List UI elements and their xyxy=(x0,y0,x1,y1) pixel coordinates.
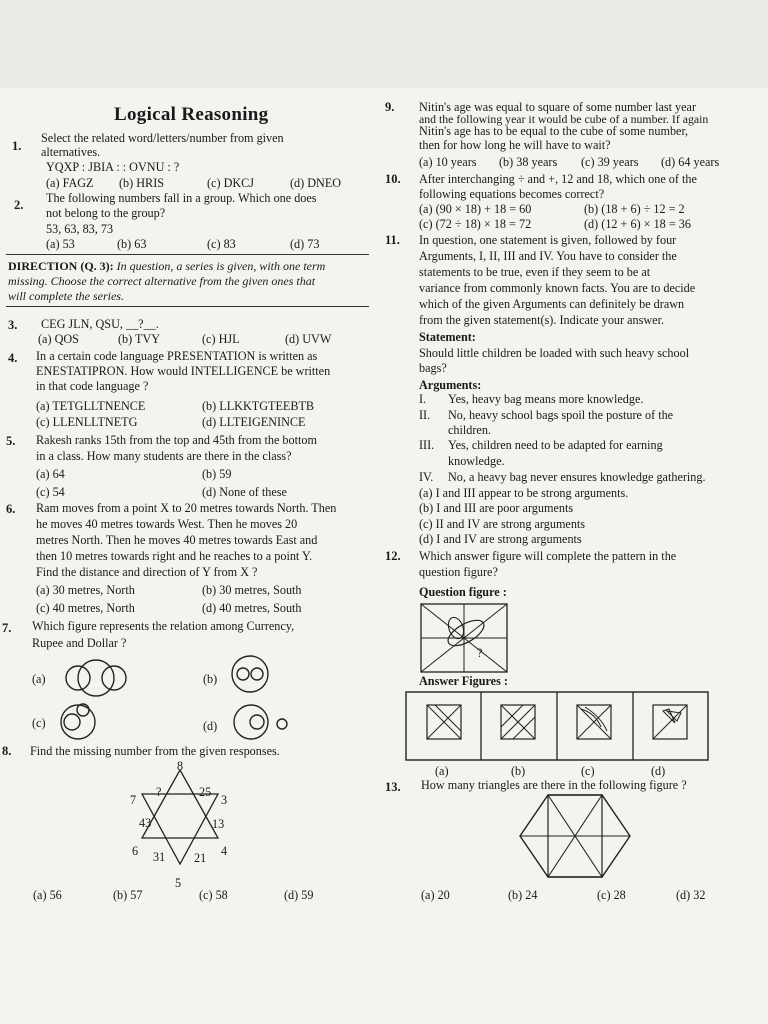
q12-text-2: question figure? xyxy=(419,565,498,579)
q5-option-c[interactable]: (c) 54 xyxy=(36,485,65,499)
q13-option-a[interactable]: (a) 20 xyxy=(421,888,450,902)
star-top-left: ? xyxy=(156,785,162,799)
q10-option-b[interactable]: (b) (18 + 6) ÷ 12 = 2 xyxy=(584,202,685,216)
q4-number: 4. xyxy=(8,351,18,365)
q4-option-a[interactable]: (a) TETGLLTNENCE xyxy=(36,399,146,413)
q6-text-1: Ram moves from a point X to 20 metres towards North. Then xyxy=(36,501,337,515)
q3-option-c[interactable]: (c) HJL xyxy=(202,332,240,346)
q13-hexagon-figure xyxy=(518,792,638,882)
q2-option-b[interactable]: (b) 63 xyxy=(117,237,147,251)
q3-option-b[interactable]: (b) TVY xyxy=(118,332,161,346)
q11-statement-2: bags? xyxy=(419,361,447,375)
q5-number: 5. xyxy=(6,434,16,448)
q6-text-3: metres North. Then he moves 40 metres towards East and xyxy=(36,533,318,547)
star-right: 3 xyxy=(221,793,228,807)
q10-number: 10. xyxy=(385,172,401,186)
q1-text-3: YQXP : JBIA : : OVNU : ? xyxy=(46,160,180,174)
direction-line-1 xyxy=(8,259,325,273)
q4-option-d[interactable]: (d) LLTEIGENINCE xyxy=(202,415,306,429)
q12-answer-label: Answer Figures : xyxy=(419,674,508,688)
star-top: 8 xyxy=(177,759,184,773)
q7-figure-b xyxy=(228,654,272,694)
q9-text-3: Nitin's age has to be equal to the cube of some number, xyxy=(419,124,689,138)
q11-text-5: which of the given Arguments can definitely be drawn xyxy=(419,297,685,311)
arg-1-number: I. xyxy=(419,392,427,406)
q6-option-d[interactable]: (d) 40 metres, South xyxy=(202,601,302,615)
arg-4-text: No, a heavy bag never ensures knowledge gathering. xyxy=(448,470,706,484)
q5-text-2: in a class. How many students are there in the class? xyxy=(36,449,292,463)
arg-2-text-2: children. xyxy=(448,423,491,437)
q1-number: 1. xyxy=(12,139,22,153)
q2-text-2: not belong to the group? xyxy=(46,206,166,220)
q11-number: 11. xyxy=(385,233,400,247)
q7-figure-a xyxy=(58,658,138,698)
q1-option-c[interactable]: (c) DKCJ xyxy=(207,176,255,190)
q1-text-1: Select the related word/letters/number from given xyxy=(41,131,284,145)
q2-option-c[interactable]: (c) 83 xyxy=(207,237,236,251)
q2-text-3: 53, 63, 83, 73 xyxy=(46,222,114,236)
direction-label: DIRECTION (Q. 3): xyxy=(8,259,114,273)
q12-option-a[interactable]: (a) xyxy=(435,764,449,778)
q6-option-c[interactable]: (c) 40 metres, North xyxy=(36,601,135,615)
q5-option-d[interactable]: (d) None of these xyxy=(202,485,287,499)
q7-figure-c xyxy=(56,700,100,742)
q11-option-d[interactable]: (d) I and IV are strong arguments xyxy=(419,532,582,546)
q12-question-figure xyxy=(420,603,510,675)
q9-number: 9. xyxy=(385,100,395,114)
star-left: 7 xyxy=(130,793,137,807)
q5-option-a[interactable]: (a) 64 xyxy=(36,467,65,481)
star-bottom-mid-right: 21 xyxy=(194,851,207,865)
q13-option-d[interactable]: (d) 32 xyxy=(676,888,706,902)
direction-text-3: will complete the series. xyxy=(8,289,124,303)
q2-option-a[interactable]: (a) 53 xyxy=(46,237,75,251)
q6-text-5: Find the distance and direction of Y from X ? xyxy=(36,565,258,579)
direction-text-2: missing. Choose the correct alternative from the given ones that xyxy=(8,274,316,288)
q12-number: 12. xyxy=(385,549,401,563)
q4-option-c[interactable]: (c) LLENLLTNETG xyxy=(36,415,138,429)
q10-option-a[interactable]: (a) (90 × 18) + 18 = 60 xyxy=(419,202,532,216)
q8-option-c[interactable]: (c) 58 xyxy=(199,888,228,902)
q12-option-b[interactable]: (b) xyxy=(511,764,526,778)
q12-question-mark: ? xyxy=(477,646,483,660)
page-title: Logical Reasoning xyxy=(114,104,269,125)
q13-text-1: How many triangles are there in the following figure ? xyxy=(421,778,687,792)
q12-question-label: Question figure : xyxy=(419,585,507,599)
arg-2-number: II. xyxy=(419,408,431,422)
star-mid-right: 13 xyxy=(212,817,225,831)
q9-option-d[interactable]: (d) 64 years xyxy=(661,155,720,169)
q3-option-a[interactable]: (a) QOS xyxy=(38,332,79,346)
q8-option-d[interactable]: (d) 59 xyxy=(284,888,314,902)
q9-option-c[interactable]: (c) 39 years xyxy=(581,155,639,169)
q4-option-b[interactable]: (b) LLKKTGTEEBTB xyxy=(202,399,315,413)
q9-text-1: Nitin's age was equal to square of some number last year xyxy=(419,100,697,114)
q6-text-2: he moves 40 metres towards West. Then he moves 20 xyxy=(36,517,298,531)
q3-option-d[interactable]: (d) UVW xyxy=(285,332,332,346)
q11-text-2: Arguments, I, II, III and IV. You have to consider the xyxy=(419,249,677,263)
q1-option-a[interactable]: (a) FAGZ xyxy=(46,176,94,190)
q5-option-b[interactable]: (b) 59 xyxy=(202,467,232,481)
q6-number: 6. xyxy=(6,502,16,516)
q8-number: 8. xyxy=(2,744,12,758)
q11-statement-1: Should little children be loaded with such heavy school xyxy=(419,346,690,360)
arg-3-text-2: knowledge. xyxy=(448,454,505,468)
star-bottom-right: 4 xyxy=(221,844,228,858)
q10-text-2: following equations becomes correct? xyxy=(419,187,605,201)
q11-option-c[interactable]: (c) II and IV are strong arguments xyxy=(419,517,586,531)
star-top-right: 25 xyxy=(199,785,212,799)
q3-number: 3. xyxy=(8,318,18,332)
divider-top xyxy=(6,254,369,255)
q11-option-a[interactable]: (a) I and III appear to be strong arguments. xyxy=(419,486,629,500)
q6-option-a[interactable]: (a) 30 metres, North xyxy=(36,583,135,597)
q2-number: 2. xyxy=(14,198,24,212)
arg-3-number: III. xyxy=(419,438,435,452)
q11-text-3: statements to be true, even if they seem to be at xyxy=(419,265,651,279)
q11-text-4: variance from commonly known facts. You are to decide xyxy=(419,281,696,295)
q8-option-a[interactable]: (a) 56 xyxy=(33,888,62,902)
q1-text-2: alternatives. xyxy=(41,145,101,159)
q12-answer-figures xyxy=(405,691,711,763)
q7-option-d[interactable]: (d) xyxy=(203,719,218,733)
star-mid-left: 43 xyxy=(139,816,152,830)
q13-option-c[interactable]: (c) 28 xyxy=(597,888,626,902)
q9-text-4: then for how long he will have to wait? xyxy=(419,138,611,152)
direction-line-3 xyxy=(8,289,124,303)
direction-text-1: In question, a series is given, with one term xyxy=(116,259,326,273)
q12-text-1: Which answer figure will complete the pattern in the xyxy=(419,549,677,563)
q3-text-1: CEG JLN, QSU, __?__. xyxy=(41,317,159,331)
q8-text-1: Find the missing number from the given responses. xyxy=(30,744,280,758)
q11-text-1: In question, one statement is given, followed by four xyxy=(419,233,677,247)
q7-option-c[interactable]: (c) xyxy=(32,716,46,730)
q6-option-b[interactable]: (b) 30 metres, South xyxy=(202,583,302,597)
q10-option-d[interactable]: (d) (12 + 6) × 18 = 36 xyxy=(584,217,691,231)
star-bottom-mid-left: 31 xyxy=(153,850,166,864)
q9-option-b[interactable]: (b) 38 years xyxy=(499,155,558,169)
q5-text-1: Rakesh ranks 15th from the top and 45th from the bottom xyxy=(36,433,317,447)
q2-text-1: The following numbers fall in a group. Which one does xyxy=(46,191,317,205)
q11-statement-label: Statement: xyxy=(419,330,476,344)
arg-4-number: IV. xyxy=(419,470,434,484)
page xyxy=(0,88,768,1024)
arg-3-text-1: Yes, children need to be adapted for earning xyxy=(448,438,663,452)
q11-text-6: from the given statement(s). Indicate your answer. xyxy=(419,313,665,327)
q7-option-b[interactable]: (b) xyxy=(203,672,218,686)
arg-2-text-1: No, heavy school bags spoil the posture of the xyxy=(448,408,674,422)
q1-option-b[interactable]: (b) HRIS xyxy=(119,176,165,190)
q8-option-b[interactable]: (b) 57 xyxy=(113,888,143,902)
q1-option-d[interactable]: (d) DNEO xyxy=(290,176,342,190)
q7-figure-d xyxy=(226,700,296,742)
star-bottom: 5 xyxy=(175,876,182,890)
q7-text-2: Rupee and Dollar ? xyxy=(32,636,127,650)
direction-line-2 xyxy=(8,274,315,288)
q10-option-c[interactable]: (c) (72 ÷ 18) × 18 = 72 xyxy=(419,217,532,231)
q7-option-a[interactable]: (a) xyxy=(32,672,46,686)
q9-text-2: and the following year it would be cube of a number. If again xyxy=(419,112,709,126)
q10-text-1: After interchanging ÷ and +, 12 and 18, which one of the xyxy=(419,172,697,186)
q6-text-4: then 10 metres towards right and he reaches to a point Y. xyxy=(36,549,313,563)
q13-option-b[interactable]: (b) 24 xyxy=(508,888,538,902)
q2-option-d[interactable]: (d) 73 xyxy=(290,237,320,251)
q13-number: 13. xyxy=(385,780,401,794)
q12-option-c[interactable]: (c) xyxy=(581,764,595,778)
q11-option-b[interactable]: (b) I and III are poor arguments xyxy=(419,501,574,515)
q4-text-2: ENESTATIPRON. How would INTELLIGENCE be written xyxy=(36,364,331,378)
star-bottom-left: 6 xyxy=(132,844,139,858)
q7-number: 7. xyxy=(2,621,12,635)
q11-arguments-label: Arguments: xyxy=(419,378,482,392)
q9-option-a[interactable]: (a) 10 years xyxy=(419,155,477,169)
arg-1-text: Yes, heavy bag means more knowledge. xyxy=(448,392,644,406)
q4-text-3: in that code language ? xyxy=(36,379,149,393)
divider-bottom xyxy=(6,306,369,307)
q4-text-1: In a certain code language PRESENTATION is written as xyxy=(36,349,318,363)
q7-text-1: Which figure represents the relation among Currency, xyxy=(32,619,295,633)
q12-option-d[interactable]: (d) xyxy=(651,764,666,778)
